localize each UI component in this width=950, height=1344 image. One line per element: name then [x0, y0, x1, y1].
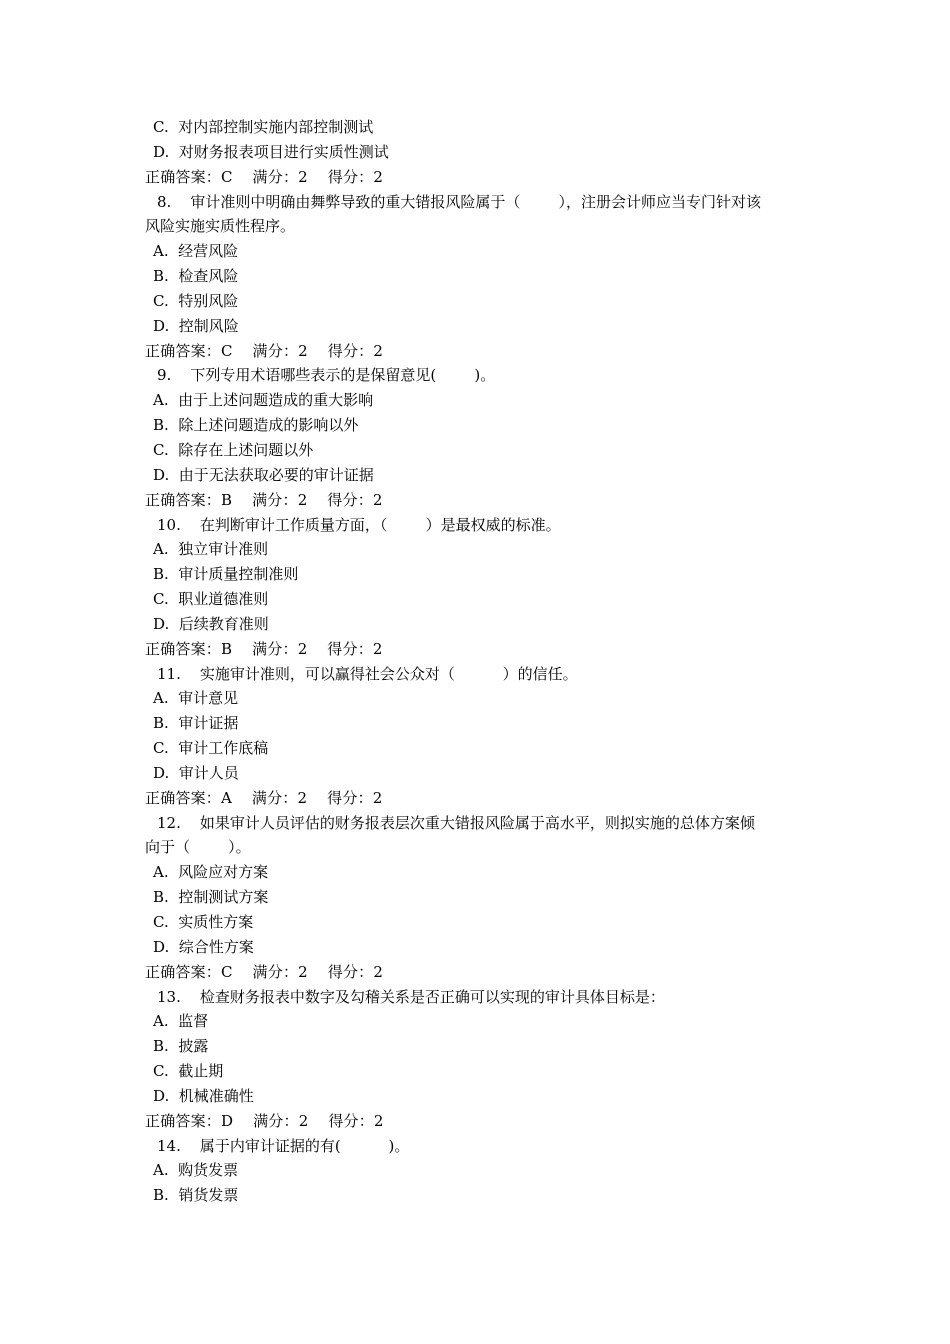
- question-text: 14. 属于内审计证据的有( )。: [157, 1136, 410, 1155]
- answer-option: C. 实质性方案: [153, 913, 254, 931]
- answer-option: C. 除存在上述问题以外: [153, 440, 314, 459]
- answer-option: B. 审计证据: [153, 714, 239, 733]
- question-text-continuation: 向于（ ）。: [145, 838, 251, 857]
- answer-option: D. 控制风险: [153, 316, 239, 335]
- question-text: 9. 下列专用术语哪些表示的是保留意见( )。: [157, 366, 496, 385]
- correct-answer-line: 正确答案：C 满分：2 得分：2: [145, 341, 384, 360]
- correct-answer-line: 正确答案：C 满分：2 得分：2: [145, 962, 384, 981]
- answer-option: C. 特别风险: [153, 291, 239, 310]
- correct-answer-line: 正确答案：C 满分：2 得分：2: [145, 167, 384, 186]
- answer-option: A. 由于上述问题造成的重大影响: [153, 391, 374, 410]
- answer-option: B. 销货发票: [153, 1186, 239, 1205]
- correct-answer-line: 正确答案：B 满分：2 得分：2: [145, 490, 383, 509]
- correct-answer-line: 正确答案：D 满分：2 得分：2: [145, 1111, 384, 1130]
- question-text: 11. 实施审计准则，可以赢得社会公众对（ ）的信任。: [157, 664, 578, 683]
- answer-option: C. 截止期: [153, 1062, 224, 1081]
- question-text: 10. 在判断审计工作质量方面，（ ）是最权威的标准。: [157, 515, 561, 534]
- correct-answer-line: 正确答案：A 满分：2 得分：2: [145, 788, 383, 807]
- answer-option: B. 检查风险: [153, 267, 239, 286]
- answer-option: C. 审计工作底稿: [153, 739, 269, 758]
- question-text: 13. 检查财务报表中数字及勾稽关系是否正确可以实现的审计具体目标是：: [157, 987, 665, 1006]
- answer-option: A. 监督: [153, 1012, 209, 1031]
- answer-option: B. 披露: [153, 1037, 209, 1056]
- answer-option: A. 审计意见: [153, 689, 239, 708]
- question-text: 12. 如果审计人员评估的财务报表层次重大错报风险属于高水平，则拟实施的总体方案倾: [157, 813, 755, 832]
- answer-option: A. 购货发票: [153, 1161, 239, 1180]
- answer-option: A. 经营风险: [153, 242, 239, 261]
- answer-option: B. 控制测试方案: [153, 888, 269, 907]
- answer-option: D. 对财务报表项目进行实质性测试: [153, 142, 389, 161]
- answer-option: B. 除上述问题造成的影响以外: [153, 416, 359, 435]
- answer-option: D. 审计人员: [153, 763, 239, 782]
- question-text: 8. 审计准则中明确由舞弊导致的重大错报风险属于（ ），注册会计师应当专门针对该: [157, 192, 762, 211]
- answer-option: A. 独立审计准则: [153, 540, 269, 559]
- answer-option: A. 风险应对方案: [153, 863, 269, 882]
- answer-option: D. 由于无法获取必要的审计证据: [153, 465, 374, 484]
- answer-option: D. 机械准确性: [153, 1086, 254, 1105]
- question-text-continuation: 风险实施实质性程序。: [145, 217, 296, 236]
- correct-answer-line: 正确答案：B 满分：2 得分：2: [145, 639, 383, 658]
- answer-option: D. 综合性方案: [153, 937, 254, 956]
- answer-option: C. 对内部控制实施内部控制测试: [153, 118, 374, 136]
- answer-option: D. 后续教育准则: [153, 614, 269, 633]
- answer-option: B. 审计质量控制准则: [153, 565, 299, 584]
- answer-option: C. 职业道德准则: [153, 590, 269, 609]
- exam-content: [145, 115, 813, 1208]
